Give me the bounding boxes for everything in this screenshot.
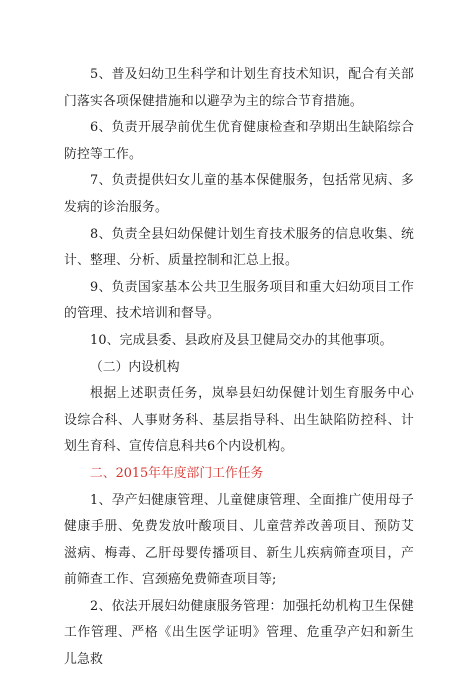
paragraph-item-5: 5、普及妇幼卫生科学和计划生育技术知识，配合有关部门落实各项保健措施和以避孕为主的综合节育措施。 [64, 67, 414, 109]
document-body [64, 62, 414, 674]
paragraph-item-7: 7、负责提供妇女儿童的基本保健服务，包括常见病、多发病的诊治服务。 [64, 173, 414, 215]
paragraph-item-10: 10、完成县委、县政府及县卫健局交办的其他事项。 [90, 332, 393, 348]
section-heading-annual-tasks: 二、2015年年度部门工作任务 [90, 465, 264, 481]
paragraph-task-1: 1、孕产妇健康管理、儿童健康管理、全面推广使用母子健康手册、免费发放叶酸项目、儿童营养改善项目、预防艾滋病、梅毒、乙肝母婴传播项目、新生儿疾病筛查项目，产前筛查工作、宫颈癌免费筛查项目等; [64, 492, 414, 588]
paragraph-item-6: 6、负责开展孕前优生优育健康检查和孕期出生缺陷综合防控等工作。 [64, 120, 414, 162]
paragraph-task-2: 2、依法开展妇幼健康服务管理：加强托幼机构卫生保健工作管理、严格《出生医学证明》管理、危重孕产妇和新生儿急救 [64, 598, 414, 668]
subsection-heading-internal-structure: （二）内设机构 [90, 359, 180, 375]
paragraph-internal-structure: 根据上述职责任务，岚皋县妇幼保健计划生育服务中心设综合科、人事财务科、基层指导科、出生缺陷防控科、计划生育科、宣传信息科共6个内设机构。 [64, 386, 414, 455]
paragraph-item-9: 9、负责国家基本公共卫生服务项目和重大妇幼项目工作的管理、技术培训和督导。 [64, 279, 414, 322]
paragraph-item-8: 8、负责全县妇幼保健计划生育技术服务的信息收集、统计、整理、分析、质量控制和汇总上报。 [64, 226, 414, 269]
